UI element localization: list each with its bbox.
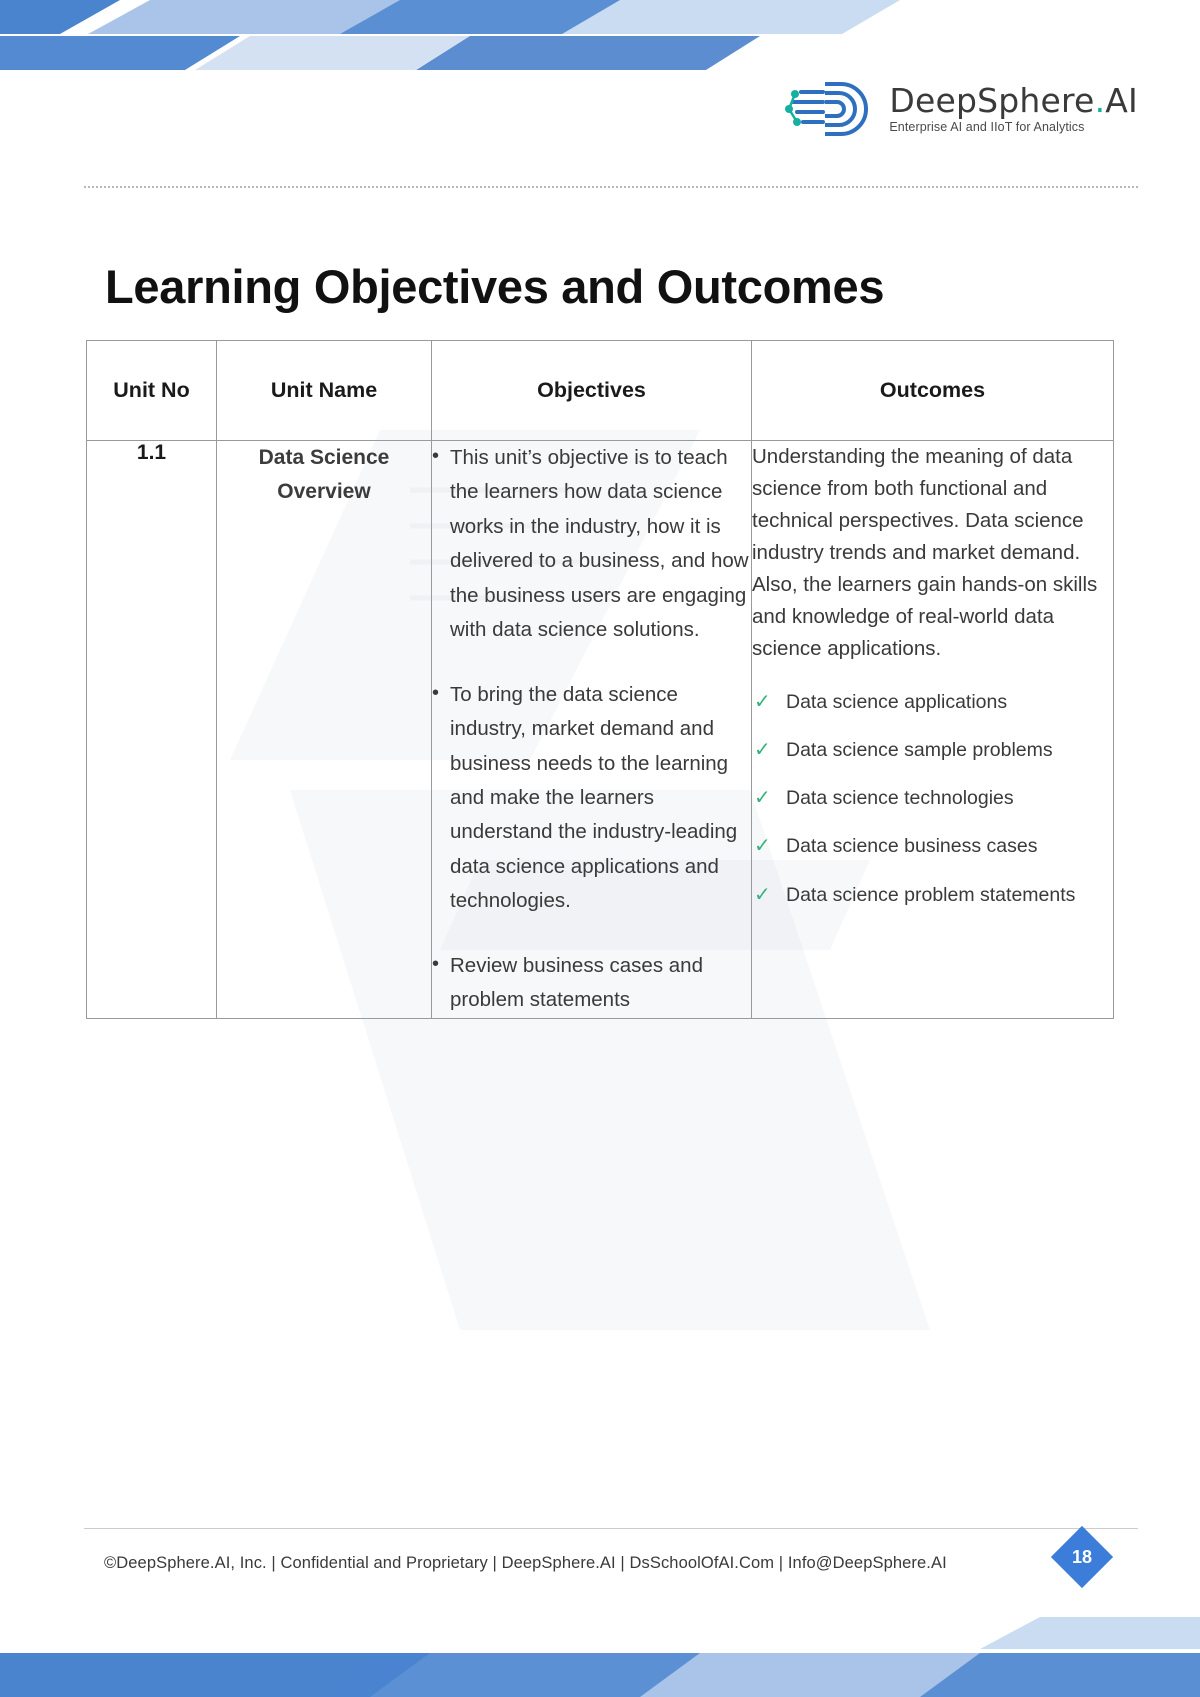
column-header-objectives: Objectives — [432, 341, 752, 441]
column-header-unit-name: Unit Name — [217, 341, 432, 441]
objectives-list — [432, 441, 751, 1018]
table-header-row — [87, 341, 1114, 441]
header-divider — [84, 186, 1138, 188]
cell-objectives — [432, 441, 752, 1019]
objective-item: • Review business cases and problem statements — [432, 949, 751, 1018]
outcome-item: ✓ Data science technologies — [752, 783, 1113, 814]
outcomes-list — [752, 687, 1113, 911]
check-icon: ✓ — [754, 690, 771, 713]
check-icon: ✓ — [754, 738, 771, 761]
footer-text: ©DeepSphere.AI, Inc. | Confidential and Proprietary | DeepSphere.AI | DsSchoolOfAI.Com | Info@DeepSphere.AI — [104, 1554, 947, 1572]
cell-unit-no: 1.1 — [87, 441, 217, 1019]
check-icon: ✓ — [754, 883, 771, 906]
objectives-outcomes-table — [86, 340, 1114, 1019]
logo-title: DeepSphere.AI — [889, 81, 1138, 121]
outcome-item: ✓ Data science sample problems — [752, 735, 1113, 766]
logo-tagline: Enterprise AI and IIoT for Analytics — [889, 120, 1085, 135]
page-number-badge — [1054, 1529, 1110, 1585]
table-row — [87, 441, 1114, 1019]
bottom-decoration — [0, 1617, 1200, 1697]
objective-item: • To bring the data science industry, market demand and business needs to the learning and make the learners understand the industry-leading data science applications and technologies. — [432, 678, 751, 919]
outcome-item: ✓ Data science applications — [752, 687, 1113, 718]
column-header-unit-no: Unit No — [87, 341, 217, 441]
outcome-item: ✓ Data science business cases — [752, 831, 1113, 862]
cell-unit-name: Data Science Overview — [217, 441, 432, 1019]
check-icon: ✓ — [754, 835, 771, 858]
column-header-outcomes: Outcomes — [752, 341, 1114, 441]
logo-mark-icon — [783, 78, 879, 140]
cell-outcomes — [752, 441, 1114, 1019]
objective-item: • This unit’s objective is to teach the learners how data science works in the industry, how it is delivered to a business, and how the business users are engaging with data science solutions. — [432, 441, 751, 648]
outcome-item: ✓ Data science problem statements — [752, 880, 1113, 911]
footer-divider — [84, 1528, 1138, 1529]
outcomes-intro: Understanding the meaning of data science from both functional and technical perspectives. Data science industry trends and market demand. Also, the learners gain hands-on skills and knowledge of real-world data science applications. — [752, 445, 1098, 660]
top-decoration — [0, 0, 1200, 70]
page-number: 18 — [1071, 1546, 1093, 1567]
deepsphere-logo — [783, 78, 1138, 140]
check-icon: ✓ — [754, 787, 771, 810]
page-title: Learning Objectives and Outcomes — [105, 260, 885, 314]
